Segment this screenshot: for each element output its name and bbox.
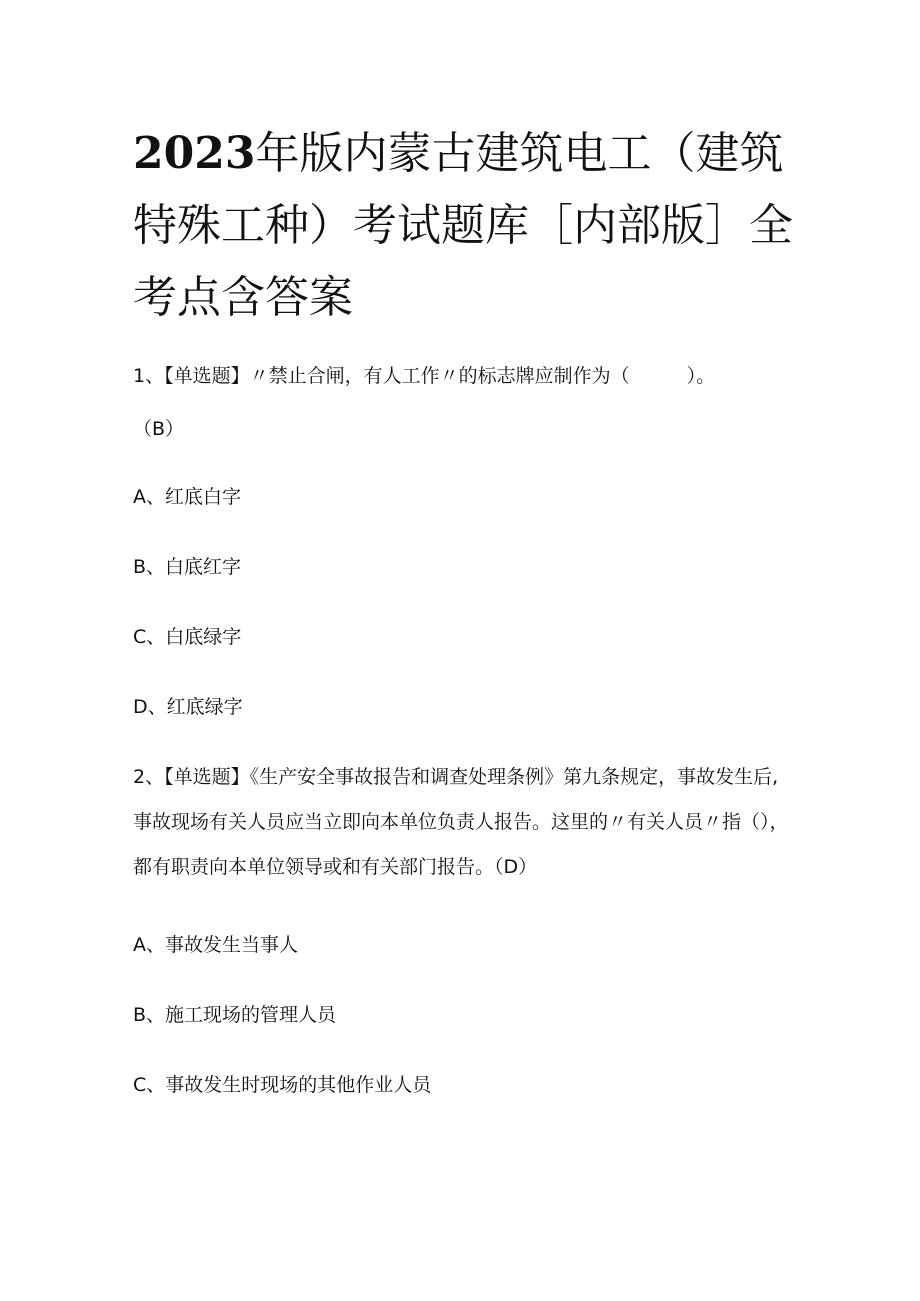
question-2-stem: 2、【单选题】《生产安全事故报告和调查处理条例》第九条规定，事故发生后,事故现场有关人员应当立即向本单位负责人报告。这里的〃有关人员〃指（），都有职责向本单位领导或和有关部门报告。（D） bbox=[133, 766, 789, 878]
question-1-option-c: C、白底绿字 bbox=[133, 626, 242, 648]
document-title bbox=[133, 118, 793, 334]
question-2-option-a: A、事故发生当事人 bbox=[133, 934, 298, 956]
question-2-option-c: C、事故发生时现场的其他作业人员 bbox=[133, 1074, 432, 1096]
title-year: 2023 bbox=[133, 128, 256, 179]
question-1-answer: （B） bbox=[133, 418, 185, 440]
question-2-option-b: B、施工现场的管理人员 bbox=[133, 1004, 337, 1026]
question-1-stem: 1、【单选题】〃禁止合闸，有人工作〃的标志牌应制作为（ ）。 bbox=[133, 365, 716, 387]
question-1-option-a: A、红底白字 bbox=[133, 486, 241, 508]
question-1-option-b: B、白底红字 bbox=[133, 556, 242, 578]
title-text: 年版内蒙古建筑电工（建筑特殊工种）考试题库［内部版］全考点含答案 bbox=[133, 128, 793, 323]
question-1-option-d: D、红底绿字 bbox=[133, 696, 243, 718]
